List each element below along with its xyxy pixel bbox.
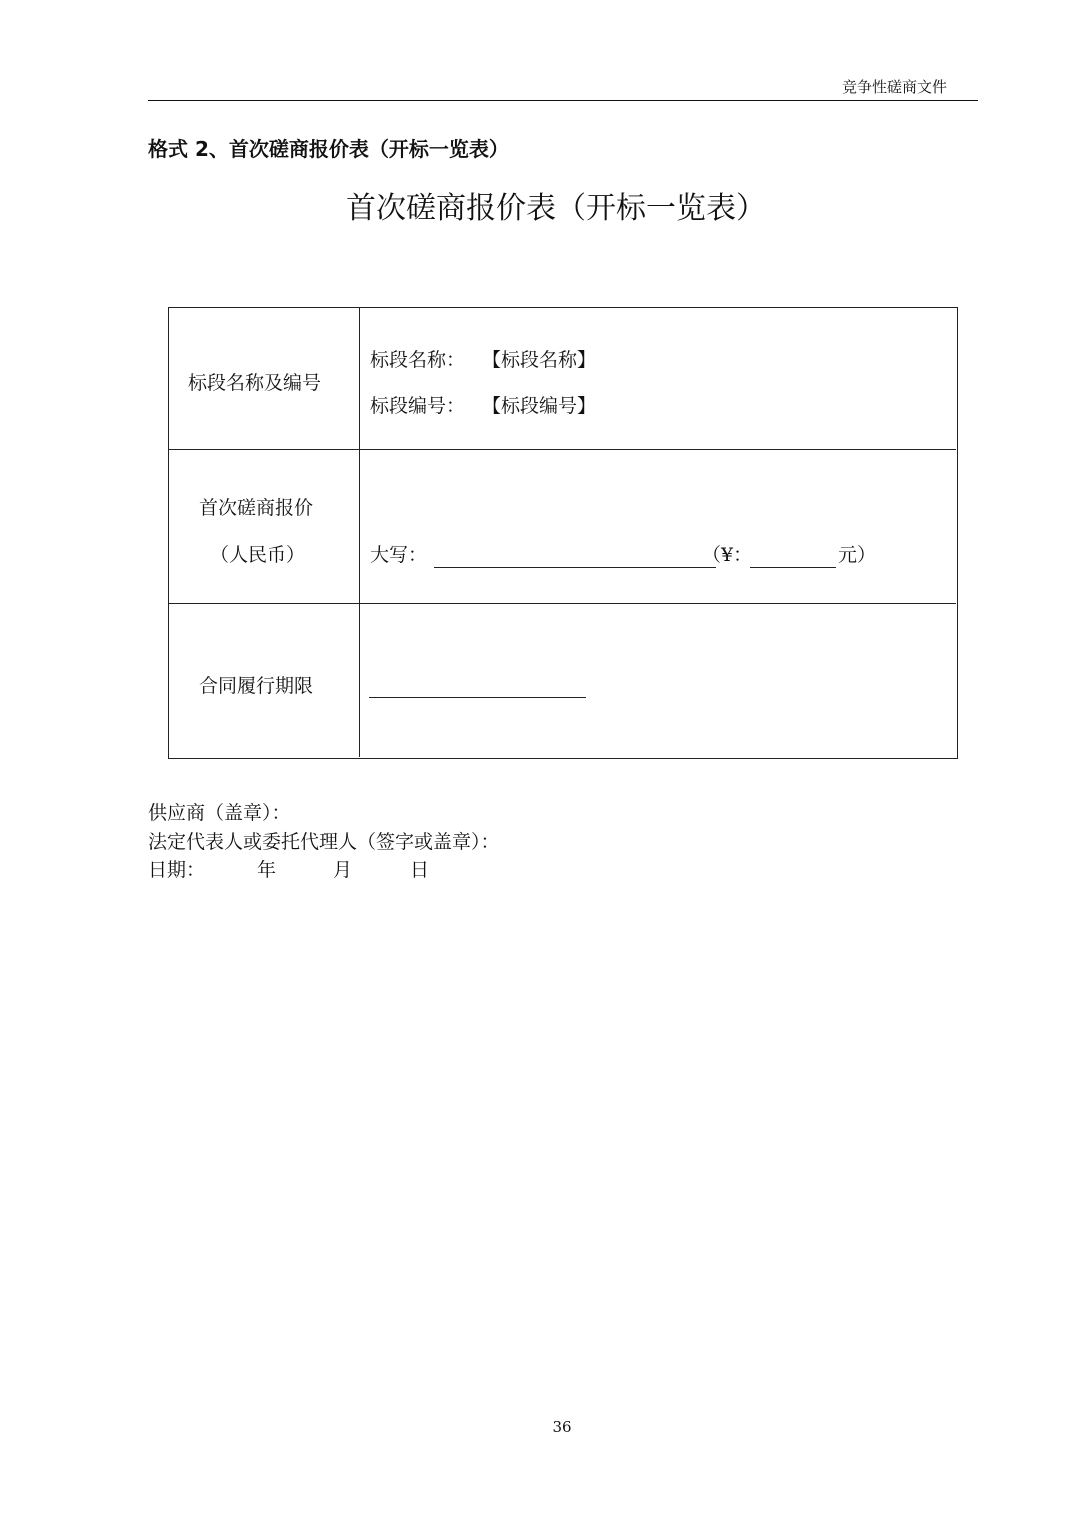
date-day: 日 — [410, 859, 430, 881]
page-number: 36 — [552, 1418, 572, 1436]
lot-number-value[interactable]: 【标段编号】 — [482, 395, 597, 417]
date-label: 日期： — [148, 859, 206, 881]
contract-term-field[interactable] — [369, 697, 586, 698]
uppercase-amount-field[interactable] — [434, 567, 716, 568]
yuan-label: 元） — [838, 544, 877, 566]
row-label-lot: 标段名称及编号 — [188, 372, 322, 394]
header-rule — [148, 100, 978, 101]
column-divider — [359, 307, 360, 757]
row-label-price: 首次磋商报价 — [199, 497, 314, 519]
date-year: 年 — [257, 859, 277, 881]
lot-name-label: 标段名称： — [370, 349, 466, 371]
yen-label: （¥： — [702, 544, 753, 566]
running-header: 竞争性磋商文件 — [841, 78, 947, 96]
page-title: 首次磋商报价表（开标一览表） — [346, 191, 766, 226]
row-divider — [168, 603, 956, 604]
section-heading: 格式 2、首次磋商报价表（开标一览表） — [148, 137, 509, 161]
row-label-currency: （人民币） — [210, 544, 306, 566]
representative-signature-line: 法定代表人或委托代理人（签字或盖章）： — [148, 831, 500, 853]
lot-name-value[interactable]: 【标段名称】 — [482, 349, 597, 371]
lot-number-label: 标段编号： — [370, 395, 466, 417]
uppercase-amount-label: 大写： — [370, 544, 428, 566]
row-divider — [168, 449, 956, 450]
row-label-term: 合同履行期限 — [199, 675, 314, 697]
date-month: 月 — [333, 859, 353, 881]
numeric-amount-field[interactable] — [750, 567, 836, 568]
supplier-seal-line: 供应商（盖章）： — [148, 802, 291, 824]
